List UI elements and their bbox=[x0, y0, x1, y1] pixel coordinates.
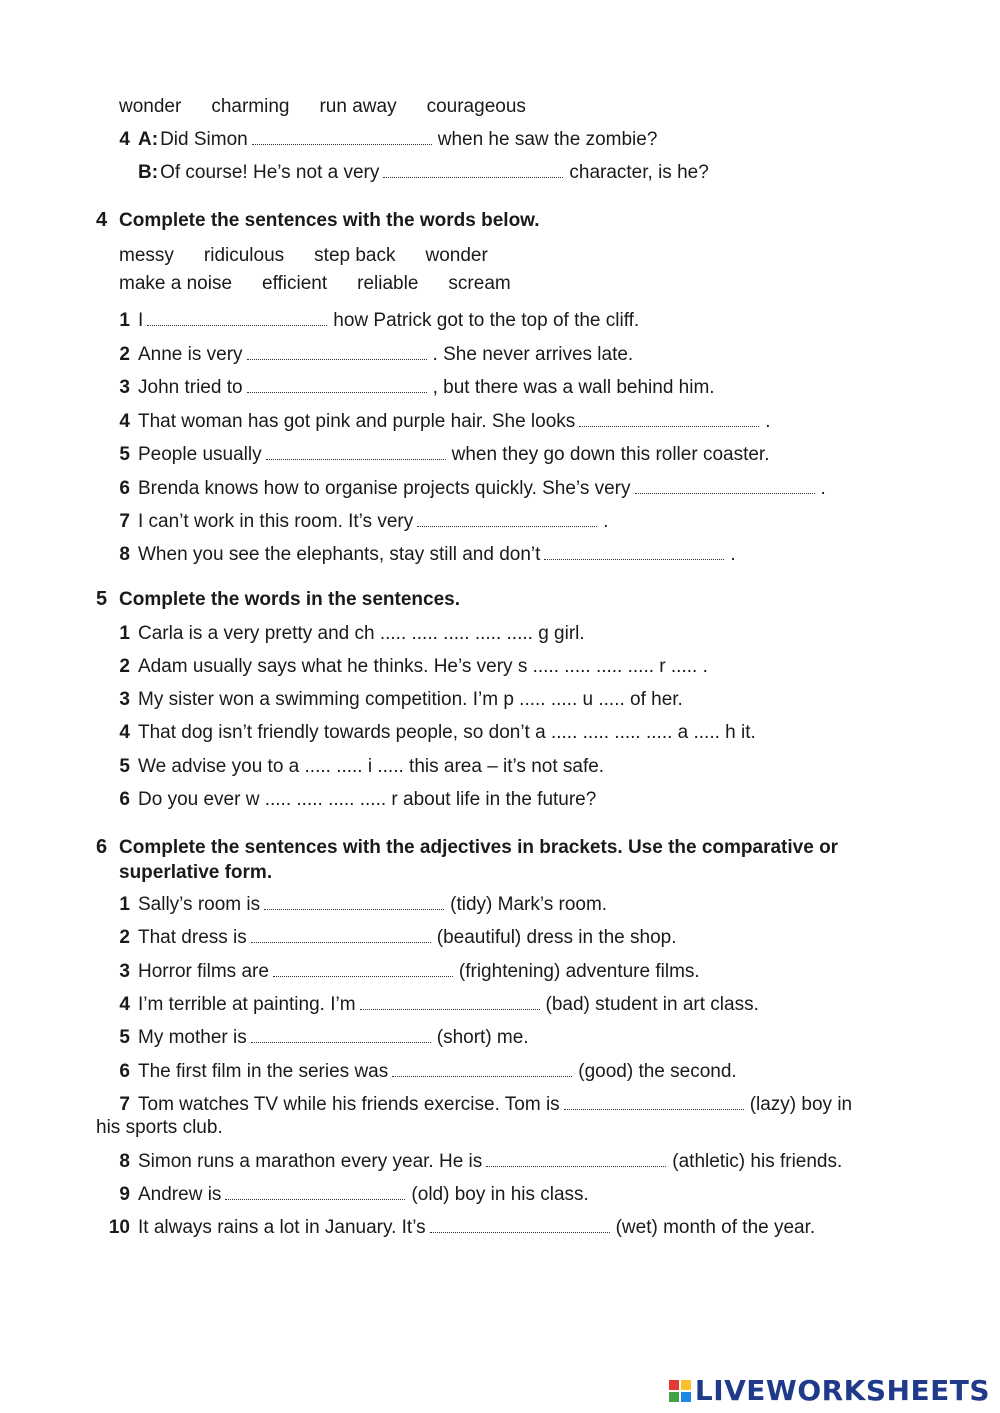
ex6-item bbox=[110, 893, 607, 917]
exercise-4-heading: 4 Complete the sentences with the words below. bbox=[96, 209, 540, 231]
item-number: 6 bbox=[119, 1061, 130, 1082]
ex4-item bbox=[110, 510, 609, 534]
word: messy bbox=[119, 245, 174, 266]
item-text-after: (short) me. bbox=[436, 1027, 529, 1048]
item-text: My sister won a swimming competition. I’m p ..... ..... u ..... of her. bbox=[138, 689, 683, 710]
word: wonder bbox=[119, 96, 182, 117]
item-number: 5 bbox=[119, 444, 130, 465]
item-text-before: That woman has got pink and purple hair. She looks bbox=[138, 411, 576, 432]
answer-blank[interactable] bbox=[251, 928, 431, 943]
top-word-box bbox=[119, 93, 556, 121]
answer-blank[interactable] bbox=[264, 895, 444, 910]
ex4-word-box-row2 bbox=[119, 270, 541, 298]
item-number: 3 bbox=[119, 377, 130, 398]
item-text-after: (old) boy in his class. bbox=[411, 1184, 589, 1205]
item-number: 5 bbox=[119, 1027, 130, 1048]
item-text-after: (frightening) adventure films. bbox=[458, 961, 700, 982]
item-number: 1 bbox=[119, 894, 130, 915]
ex6-item bbox=[110, 1026, 529, 1050]
item-number: 6 bbox=[119, 789, 130, 810]
word: run away bbox=[319, 96, 397, 117]
ex4-item bbox=[110, 543, 736, 567]
item-text-before: Brenda knows how to organise projects quickly. She’s very bbox=[138, 478, 631, 499]
item-text-before: I’m terrible at painting. I’m bbox=[138, 994, 356, 1015]
dialogue-a: 4 A: Did Simon when he saw the zombie? bbox=[119, 129, 658, 150]
ex5-item bbox=[110, 755, 604, 779]
item-text-before: Anne is very bbox=[138, 344, 243, 365]
item-text: Carla is a very pretty and ch ..... ..... ..... ..... ..... g girl. bbox=[138, 623, 585, 644]
ex6-item bbox=[110, 960, 700, 984]
item-number: 2 bbox=[119, 927, 130, 948]
liveworksheets-logo: LIVEWORKSHEETS bbox=[669, 1374, 990, 1407]
ex5-item bbox=[110, 655, 708, 679]
ex4-item bbox=[110, 343, 633, 367]
ex4-item bbox=[110, 477, 826, 501]
answer-blank[interactable] bbox=[247, 345, 427, 360]
word: scream bbox=[448, 273, 511, 294]
word: courageous bbox=[426, 96, 526, 117]
item-text-before: People usually bbox=[138, 444, 262, 465]
item-number: 2 bbox=[119, 656, 130, 677]
answer-blank[interactable] bbox=[635, 479, 815, 494]
ex5-item bbox=[110, 688, 683, 712]
ex6-item bbox=[110, 926, 677, 950]
item-number: 6 bbox=[119, 478, 130, 499]
answer-blank[interactable] bbox=[247, 378, 427, 393]
item-text-before: The first film in the series was bbox=[138, 1061, 389, 1082]
answer-blank[interactable] bbox=[383, 163, 563, 178]
word: reliable bbox=[357, 273, 419, 294]
item-text-after: . bbox=[730, 544, 736, 565]
answer-blank[interactable] bbox=[430, 1218, 610, 1233]
item-text-before: John tried to bbox=[138, 377, 243, 398]
item-text-before: Sally’s room is bbox=[138, 894, 261, 915]
dialogue-b: B: Of course! He’s not a very character, is he? bbox=[138, 162, 709, 183]
item-number: 8 bbox=[119, 1151, 130, 1172]
item-text: Do you ever w ..... ..... ..... ..... r about life in the future? bbox=[138, 789, 597, 810]
item-text-before: My mother is bbox=[138, 1027, 247, 1048]
item-text-after: (bad) student in art class. bbox=[545, 994, 759, 1015]
exercise-5-heading: 5 Complete the words in the sentences. bbox=[96, 588, 461, 610]
item-number: 1 bbox=[119, 623, 130, 644]
word: charming bbox=[211, 96, 290, 117]
item-number: 5 bbox=[119, 756, 130, 777]
item-text-after: (good) the second. bbox=[578, 1061, 737, 1082]
word: make a noise bbox=[119, 273, 233, 294]
item-text-before: Simon runs a marathon every year. He is bbox=[138, 1151, 483, 1172]
ex5-item bbox=[110, 788, 596, 812]
answer-blank[interactable] bbox=[252, 130, 432, 145]
item-text: Adam usually says what he thinks. He’s very s ..... ..... ..... ..... r ..... . bbox=[138, 656, 708, 677]
item-number: 4 bbox=[119, 722, 130, 743]
item-text-before: That dress is bbox=[138, 927, 247, 948]
ex6-item bbox=[100, 1216, 815, 1240]
item-text-after: . bbox=[820, 478, 826, 499]
ex4-item bbox=[110, 443, 770, 467]
ex6-item bbox=[110, 1093, 852, 1117]
word: step back bbox=[314, 245, 396, 266]
item-text-after: . She never arrives late. bbox=[432, 344, 634, 365]
answer-blank[interactable] bbox=[392, 1062, 572, 1077]
item-number: 2 bbox=[119, 344, 130, 365]
item-text: That dog isn’t friendly towards people, so don’t a ..... ..... ..... ..... a ..... h it. bbox=[138, 722, 756, 743]
ex6-item bbox=[110, 993, 759, 1017]
item-number: 9 bbox=[119, 1184, 130, 1205]
answer-blank[interactable] bbox=[486, 1152, 666, 1167]
ex5-item bbox=[110, 622, 585, 646]
ex6-item-continuation: his sports club. bbox=[96, 1117, 223, 1138]
word: efficient bbox=[262, 273, 328, 294]
item-number: 10 bbox=[108, 1217, 130, 1238]
answer-blank[interactable] bbox=[417, 512, 597, 527]
ex4-item bbox=[110, 309, 639, 333]
item-number: 4 bbox=[119, 411, 130, 432]
ex6-item bbox=[110, 1060, 737, 1084]
item-text-after: how Patrick got to the top of the cliff. bbox=[333, 310, 640, 331]
answer-blank[interactable] bbox=[544, 545, 724, 560]
exercise-6-heading: 6 Complete the sentences with the adjectives in brackets. Use the comparative or superlative form. bbox=[96, 836, 839, 883]
answer-blank[interactable] bbox=[360, 995, 540, 1010]
item-number: 1 bbox=[119, 310, 130, 331]
answer-blank[interactable] bbox=[251, 1028, 431, 1043]
ex4-item bbox=[110, 410, 771, 434]
answer-blank[interactable] bbox=[564, 1095, 744, 1110]
item-text-before: When you see the elephants, stay still and don’t bbox=[138, 544, 541, 565]
ex6-item bbox=[110, 1183, 589, 1207]
item-text-after: (tidy) Mark’s room. bbox=[450, 894, 608, 915]
answer-blank[interactable] bbox=[273, 962, 453, 977]
answer-blank[interactable] bbox=[579, 412, 759, 427]
ex4-item bbox=[110, 376, 715, 400]
item-number: 7 bbox=[119, 1094, 130, 1115]
item-text-before: Horror films are bbox=[138, 961, 269, 982]
item-text-before: I bbox=[138, 310, 144, 331]
item-text-before: Andrew is bbox=[138, 1184, 222, 1205]
ex4-word-box-row1 bbox=[119, 242, 518, 270]
item-text-before: Tom watches TV while his friends exercise. Tom is bbox=[138, 1094, 560, 1115]
item-number: 3 bbox=[119, 961, 130, 982]
item-text-after: , but there was a wall behind him. bbox=[432, 377, 715, 398]
item-number: 7 bbox=[119, 511, 130, 532]
answer-blank[interactable] bbox=[147, 311, 327, 326]
item-text-after: . bbox=[765, 411, 771, 432]
item-number: 8 bbox=[119, 544, 130, 565]
logo-grid-icon bbox=[669, 1380, 691, 1402]
item-text-after: (lazy) boy in bbox=[749, 1094, 853, 1115]
ex5-item bbox=[110, 721, 756, 745]
item-text-after: . bbox=[603, 511, 609, 532]
item-text-before: I can’t work in this room. It’s very bbox=[138, 511, 414, 532]
item-text-after: when they go down this roller coaster. bbox=[451, 444, 770, 465]
item-text: We advise you to a ..... ..... i ..... this area – it’s not safe. bbox=[138, 756, 605, 777]
item-text-after: (beautiful) dress in the shop. bbox=[436, 927, 677, 948]
answer-blank[interactable] bbox=[266, 445, 446, 460]
item-text-before: It always rains a lot in January. It’s bbox=[138, 1217, 426, 1238]
word: ridiculous bbox=[203, 245, 285, 266]
answer-blank[interactable] bbox=[225, 1185, 405, 1200]
ex6-item bbox=[110, 1150, 842, 1174]
item-text-after: (wet) month of the year. bbox=[615, 1217, 816, 1238]
item-number: 3 bbox=[119, 689, 130, 710]
word: wonder bbox=[425, 245, 488, 266]
item-number: 4 bbox=[119, 994, 130, 1015]
item-text-after: (athletic) his friends. bbox=[672, 1151, 843, 1172]
